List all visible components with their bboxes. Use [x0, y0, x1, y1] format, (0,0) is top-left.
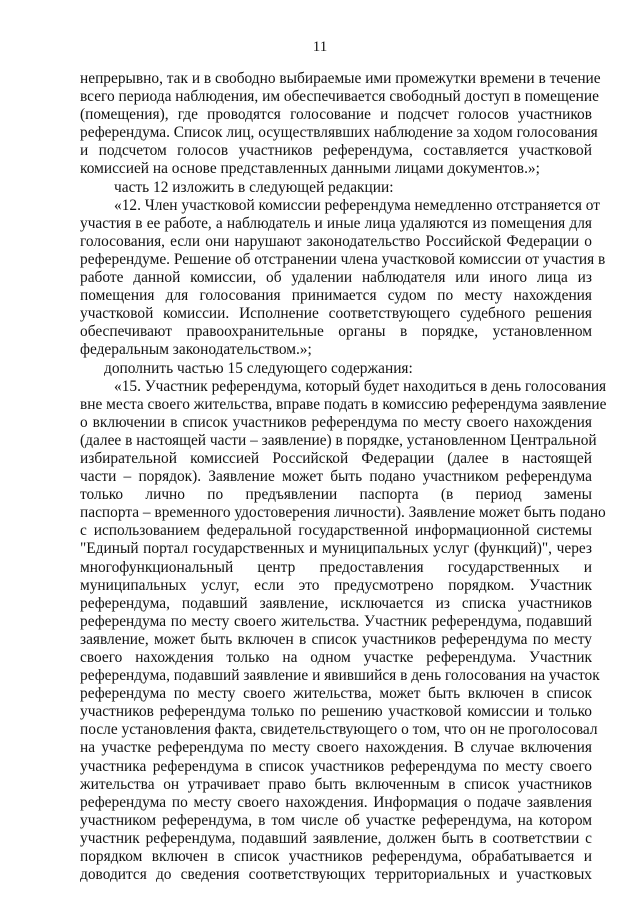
text-line: участников референдума только по решению участковой комиссии и только: [80, 703, 592, 721]
text-line: комиссией на основе представленных данными лицами документов.»;: [80, 160, 540, 178]
text-line: жительства он утрачивает право быть включенным в список участников: [80, 775, 592, 793]
text-line: референдума, подавший заявление, исключается из списка участников: [80, 594, 592, 612]
text-line: часть 12 изложить в следующей редакции:: [114, 178, 394, 196]
text-line: всего периода наблюдения, им обеспечивается свободный доступ в помещение: [80, 88, 599, 106]
text-line: после установления факта, свидетельствующего о том, что он не проголосовал: [80, 721, 598, 739]
text-line: с использованием федеральной государственной информационной системы: [80, 522, 592, 540]
text-line: обеспечивают правоохранительные органы в порядке, установленном: [80, 323, 592, 341]
text-line: доводится до сведения соответствующих территориальных и участковых: [80, 866, 592, 884]
text-line: участника референдума в список участников референдума по месту своего: [80, 757, 592, 775]
text-line: участник референдума, подавший заявление, должен быть в соответствии с: [80, 829, 592, 847]
text-line: части – порядок). Заявление может быть подано участником референдума: [80, 468, 592, 486]
text-line: дополнить частью 15 следующего содержания:: [104, 359, 413, 377]
text-line: «12. Член участковой комиссии референдума немедленно отстраняется от: [114, 196, 601, 214]
text-line: участия в ее работе, а наблюдатель и иные лица удаляются из помещения для: [80, 214, 592, 232]
text-line: многофункциональный центр предоставления государственных и: [80, 558, 592, 576]
text-line: паспорта – временного удостоверения личности). Заявление может быть подано: [80, 504, 606, 522]
text-line: референдума. Список лиц, осуществлявших наблюдение за ходом голосования: [80, 124, 598, 142]
text-line: избирательной комиссией Российской Федерации (далее в настоящей: [80, 449, 592, 467]
text-line: вне места своего жительства, вправе подать в комиссию референдума заявление: [80, 395, 607, 413]
text-line: непрерывно, так и в свободно выбираемые ими промежутки времени в течение: [80, 70, 601, 87]
text-line: "Единый портал государственных и муниципальных услуг (функций)", через: [80, 540, 592, 558]
text-line: голосования, если они нарушают законодательство Российской Федерации о: [80, 232, 592, 250]
text-line: заявление, может быть включен в список участников референдума по месту: [80, 630, 592, 648]
text-line: (далее в настоящей части – заявление) в порядке, установленном Центральной: [80, 431, 597, 449]
text-line: референдума, подавший заявление и явившийся в день голосования на участок: [80, 667, 600, 685]
text-line: референдума по месту своего нахождения. Информация о подаче заявления: [80, 793, 592, 811]
text-line: и подсчетом голосов участников референдума, составляется участковой: [80, 142, 592, 160]
text-line: (помещения), где проводятся голосование и подсчет голосов участников: [80, 106, 592, 124]
document-body: [80, 70, 607, 884]
text-line: федеральным законодательством.»;: [80, 341, 312, 359]
text-line: помещения для голосования принимается судом по месту нахождения: [80, 287, 592, 305]
page-number: 11: [312, 39, 328, 55]
text-line: муниципальных услуг, если это предусмотрено порядком. Участник: [80, 576, 592, 594]
text-line: работе данной комиссии, об удалении наблюдателя или иного лица из: [80, 269, 592, 287]
text-line: референдума по месту своего жительства, может быть включен в список: [80, 685, 592, 703]
text-line: референдума по месту своего жительства. Участник референдума, подавший: [80, 612, 592, 630]
text-line: своего нахождения только на одном участке референдума. Участник: [80, 649, 592, 666]
text-line: участковой комиссии. Исполнение соответствующего судебного решения: [80, 305, 592, 323]
text-line: «15. Участник референдума, который будет находиться в день голосования: [114, 377, 607, 395]
text-line: о включении в список участников референдума по месту своего нахождения: [80, 413, 592, 431]
text-line: на участке референдума по месту своего нахождения. В случае включения: [80, 739, 592, 757]
text-line: порядком включен в список участников референдума, обрабатывается и: [80, 848, 592, 866]
text-line: участником референдума, в том числе об участке референдума, на котором: [80, 811, 592, 829]
text-line: референдуме. Решение об отстранении члена участковой комиссии от участия в: [80, 250, 606, 268]
text-line: только лично по предъявлении паспорта (в период замены: [80, 486, 592, 504]
